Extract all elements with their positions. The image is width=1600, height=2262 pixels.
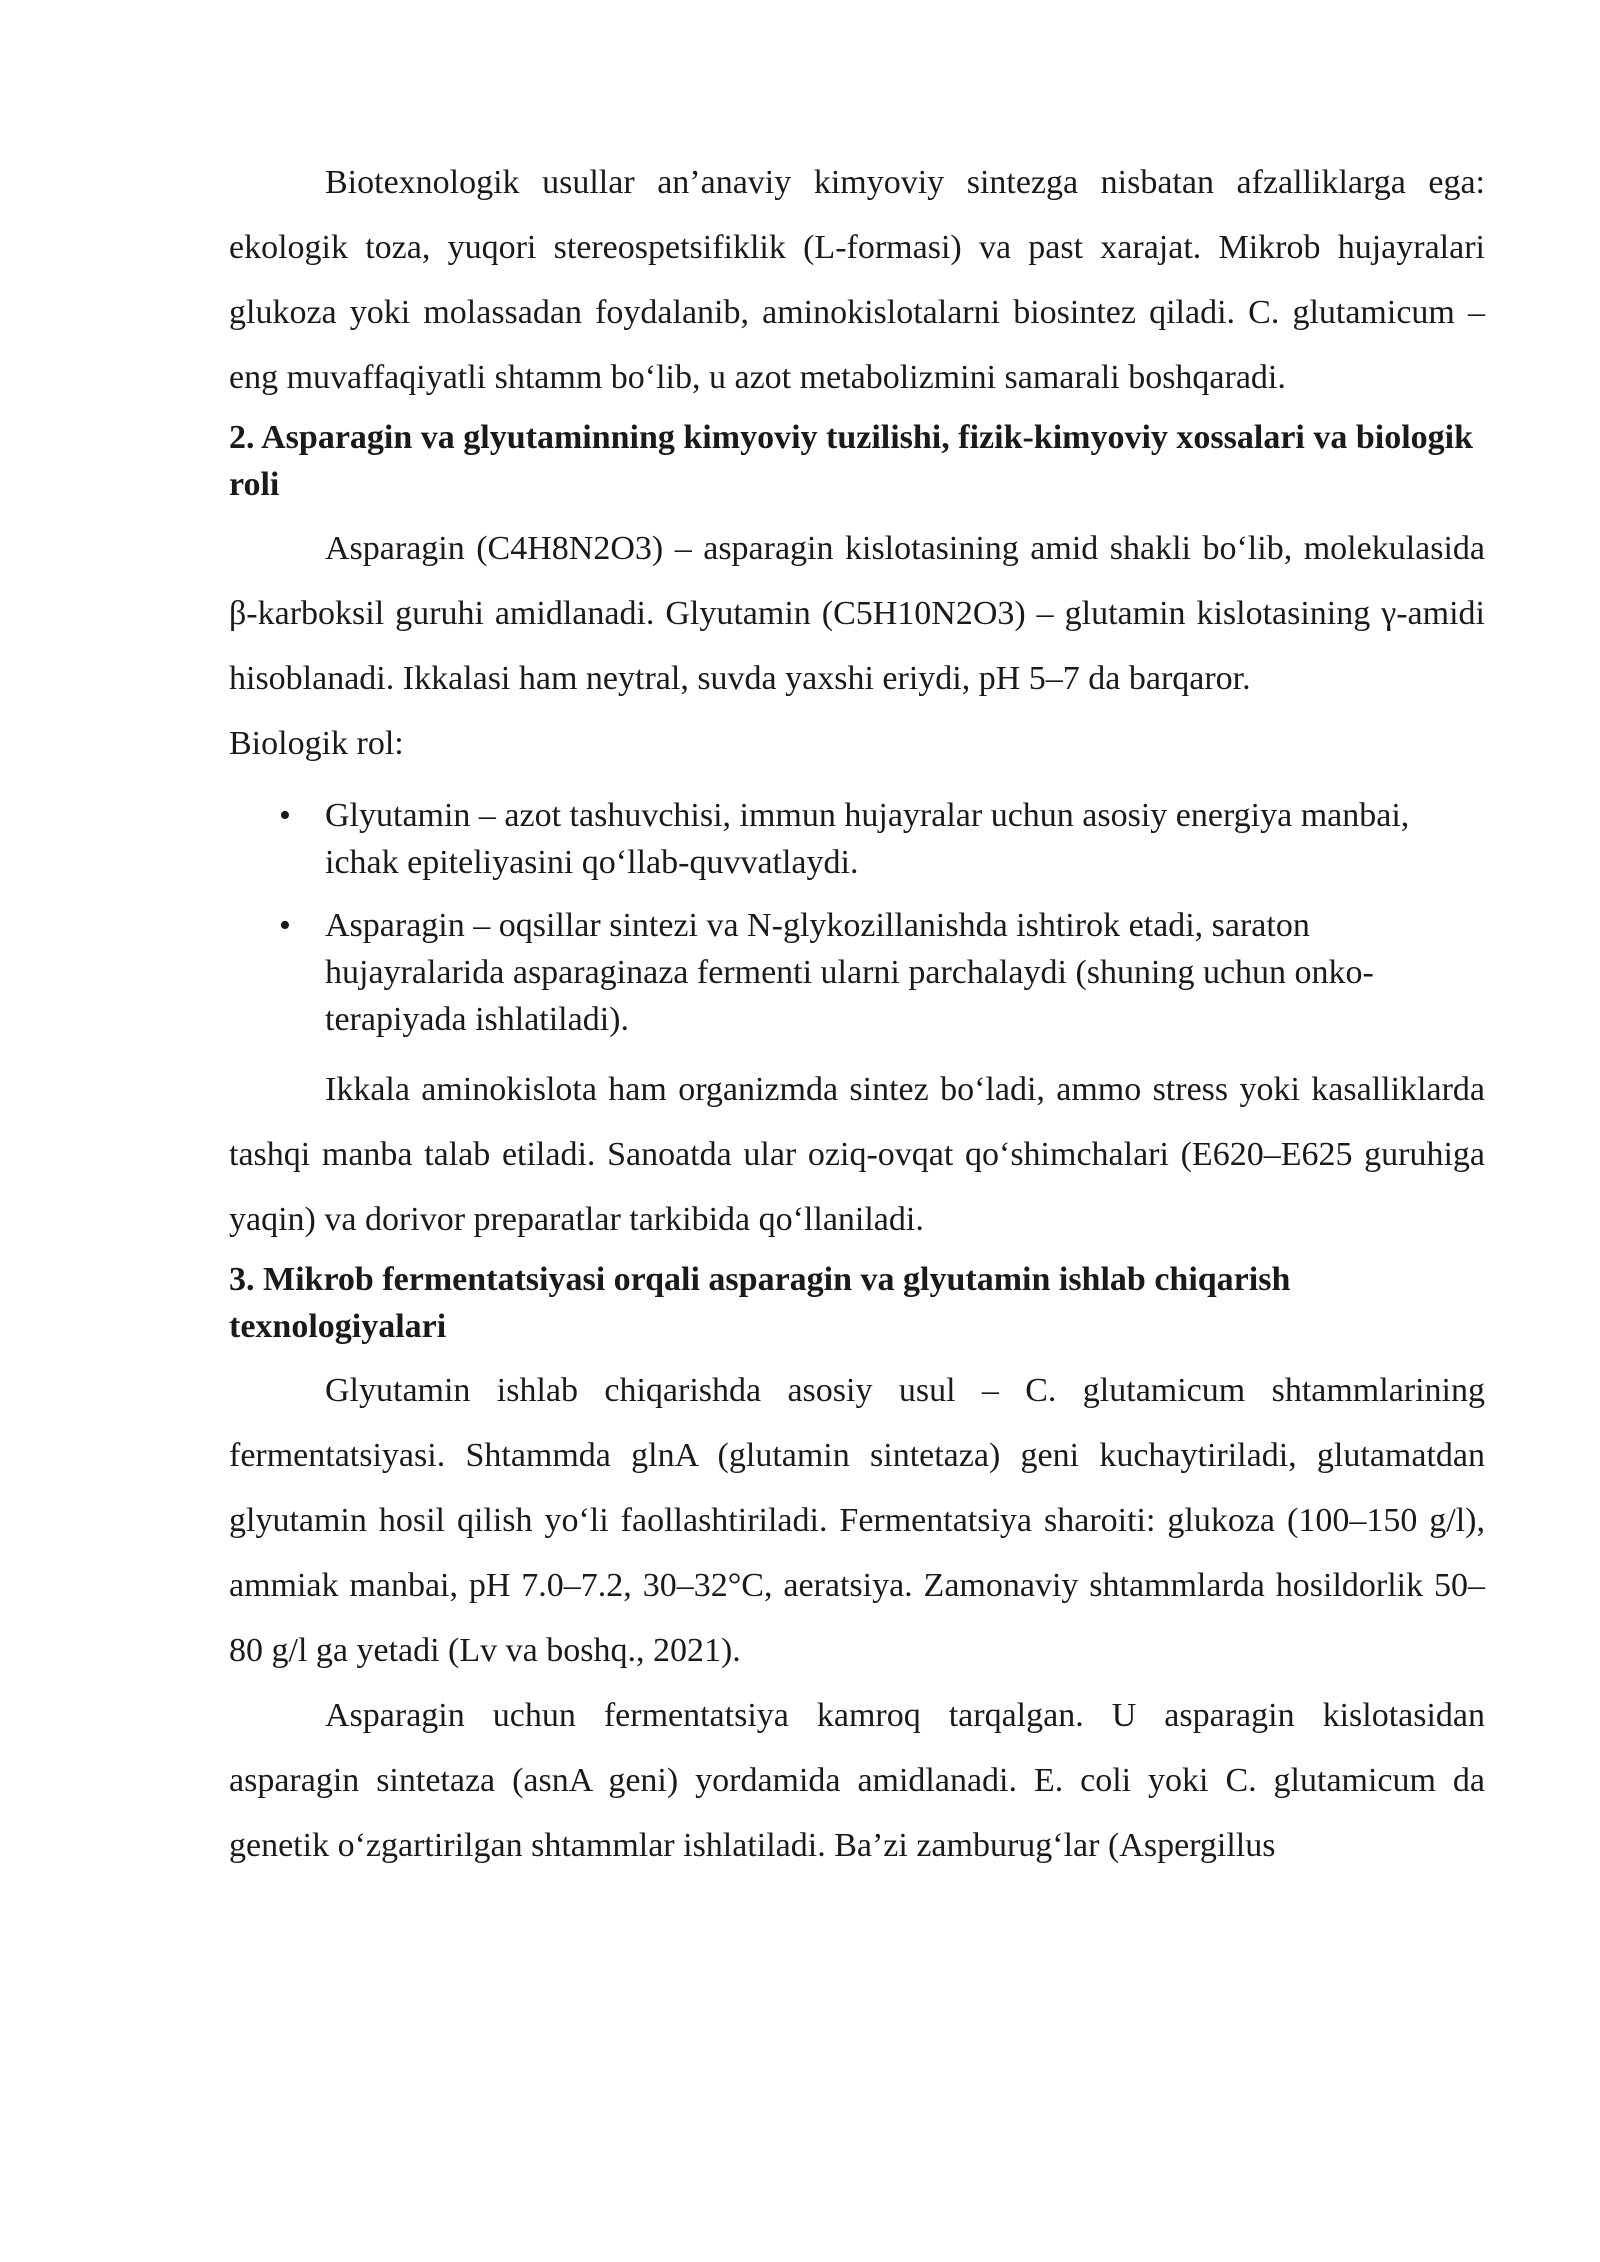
document-page xyxy=(229,150,1485,1878)
paragraph-intro: Biotexnologik usullar an’anaviy kimyoviy sintezga nisbatan afzalliklarga ega: ekologik toza, yuqori stereospetsifiklik (L-formasi) va past xarajat. Mikrob hujayralari glukoza yoki molassadan foydalanib, aminokislotalarni biosintez qiladi. C. glutamicum – eng muvaffaqiyatli shtamm bo‘lib, u azot metabolizmini samarali boshqaradi. xyxy=(229,164,1485,396)
paragraph-synthesis: Ikkala aminokislota ham organizmda sintez bo‘ladi, ammo stress yoki kasalliklarda tashqi manba talab etiladi. Sanoatda ular oziq-ovqat qo‘shimchalari (E620–E625 guruhiga yaqin) va dorivor preparatlar tarkibida qo‘llaniladi. xyxy=(229,1071,1485,1238)
biological-role-label: Biologik rol: xyxy=(229,725,404,762)
bullet-list xyxy=(229,792,1485,1043)
section-heading-2: 2. Asparagin va glyutaminning kimyoviy tuzilishi, fizik-kimyoviy xossalari va biologik roli xyxy=(229,419,1474,503)
section-heading-3: 3. Mikrob fermentatsiyasi orqali asparagin va glyutamin ishlab chiqarish texnologiyalari xyxy=(229,1261,1291,1345)
paragraph-glutamine-production: Glyutamin ishlab chiqarishda asosiy usul – C. glutamicum shtammlarining fermentatsiyasi. Shtammda glnA (glutamin sintetaza) geni kuchaytiriladi, glutamatdan glyutamin hosil qilish yo‘li faollashtiriladi. Fermentatsiya sharoiti: glukoza (100–150 g/l), ammiak manbai, pH 7.0–7.2, 30–32°C, aeratsiya. Zamonaviy shtammlarda hosildorlik 50–80 g/l ga yetadi (Lv va boshq., 2021). xyxy=(229,1372,1485,1669)
list-item-text: Asparagin – oqsillar sintezi va N-glykozillanishda ishtirok etadi, saraton hujayralarida asparaginaza fermenti ularni parchalaydi (shuning uchun onko-terapiyada ishlatiladi). xyxy=(325,907,1374,1038)
paragraph-structure: Asparagin (C4H8N2O3) – asparagin kislotasining amid shakli bo‘lib, molekulasida β-karboksil guruhi amidlanadi. Glyutamin (C5H10N2O3) – glutamin kislotasining γ-amidi hisoblanadi. Ikkalasi ham neytral, suvda yaxshi eriydi, pH 5–7 da barqaror. xyxy=(229,530,1485,697)
list-item xyxy=(229,902,1485,1043)
bullet-marker: • xyxy=(279,907,291,944)
bullet-marker: • xyxy=(279,797,291,834)
list-item xyxy=(229,792,1485,886)
paragraph-asparagine-production: Asparagin uchun fermentatsiya kamroq tarqalgan. U asparagin kislotasidan asparagin sintetaza (asnA geni) yordamida amidlanadi. E. coli yoki C. glutamicum da genetik o‘zgartirilgan shtammlar ishlatiladi. Ba’zi zamburug‘lar (Aspergillus xyxy=(229,1697,1485,1864)
list-item-text: Glyutamin – azot tashuvchisi, immun hujayralar uchun asosiy energiya manbai, ichak epiteliyasini qo‘llab-quvvatlaydi. xyxy=(325,797,1410,881)
